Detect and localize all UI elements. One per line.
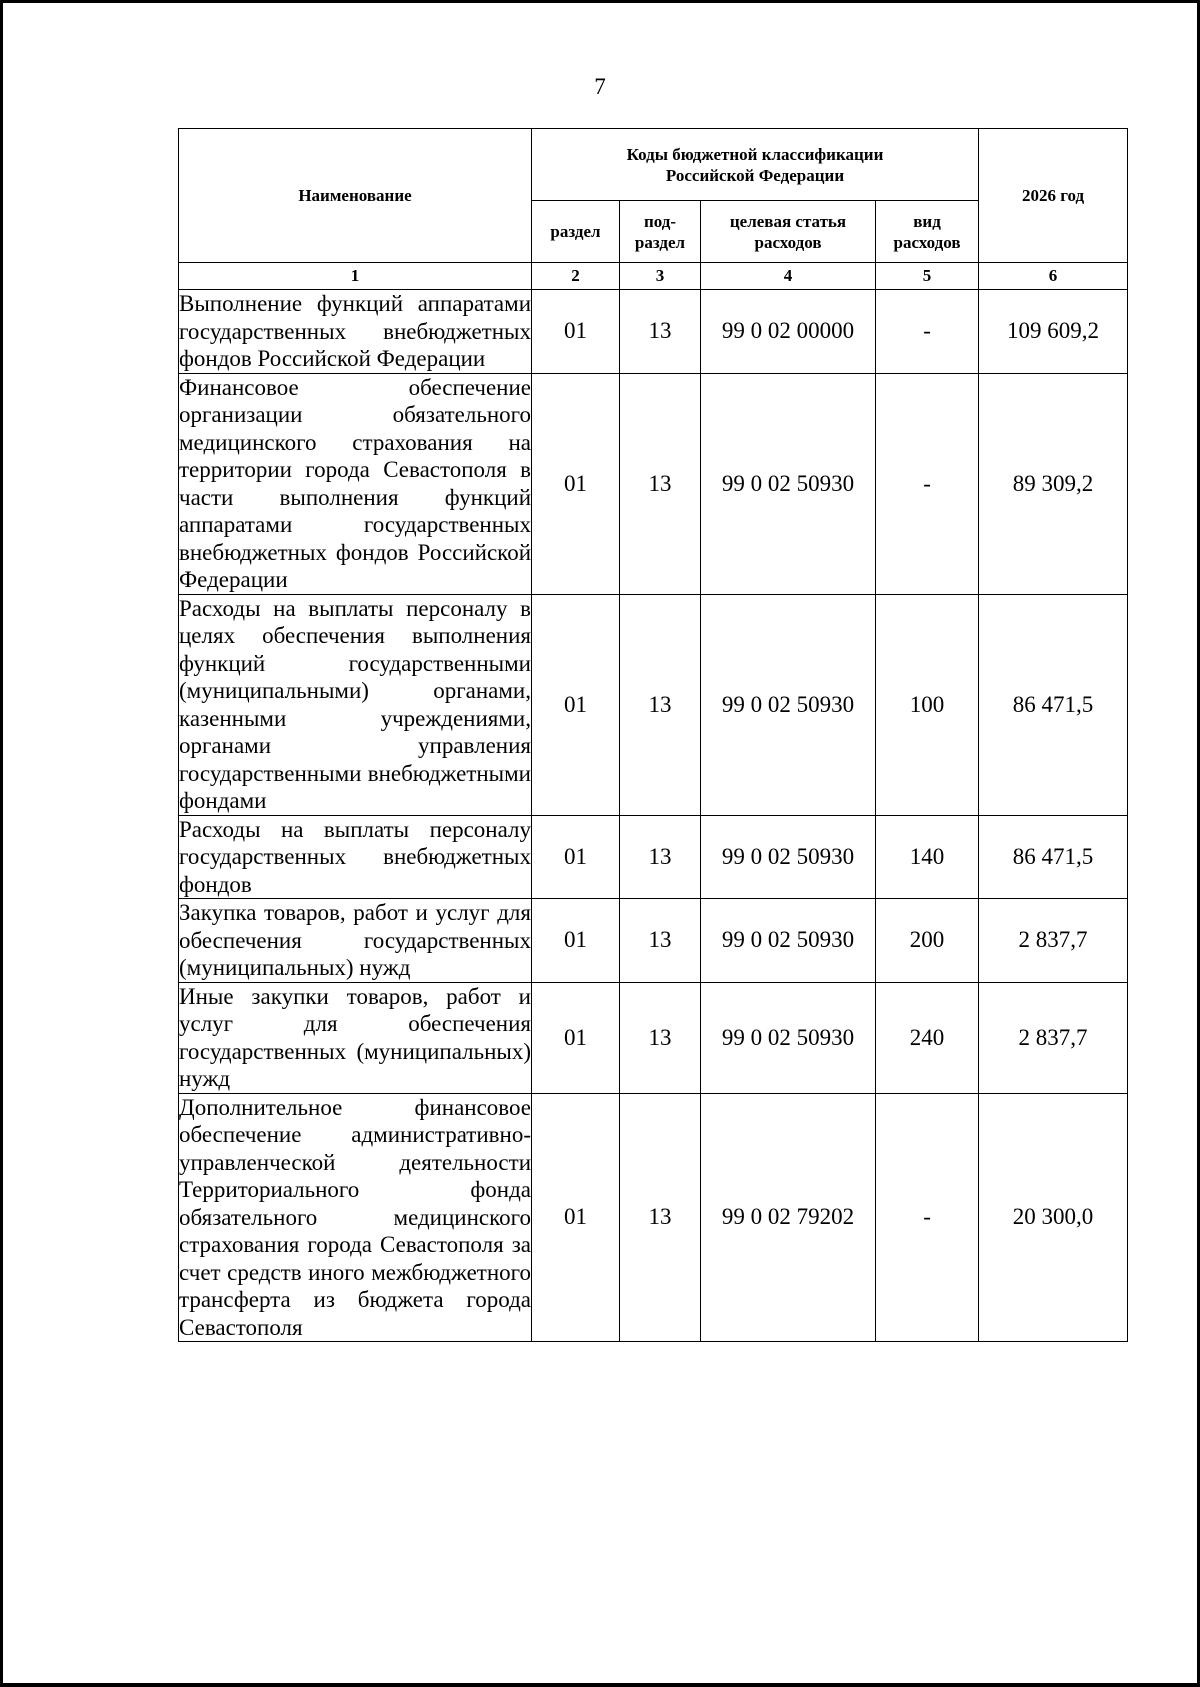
table-row	[179, 899, 1128, 983]
column-number-row	[179, 263, 1128, 290]
row-target: 99 0 02 79202	[701, 1093, 876, 1342]
row-target: 99 0 02 50930	[701, 899, 876, 983]
page-border-bottom	[0, 1683, 1200, 1687]
row-amount: 89 309,2	[979, 373, 1128, 594]
column-number: 6	[979, 263, 1128, 290]
row-type: -	[876, 1093, 979, 1342]
budget-table	[178, 128, 1128, 1342]
row-target: 99 0 02 00000	[701, 290, 876, 374]
row-section: 01	[532, 982, 620, 1093]
row-section: 01	[532, 373, 620, 594]
row-name: Закупка товаров, работ и услуг для обеспечения государственных (муниципальных) нужд	[179, 900, 531, 980]
header-expense-type: вид расходов	[876, 201, 979, 263]
row-type: 140	[876, 815, 979, 899]
page-border-top	[0, 0, 1200, 3]
row-target: 99 0 02 50930	[701, 815, 876, 899]
column-number: 5	[876, 263, 979, 290]
table-row	[179, 594, 1128, 815]
header-name: Наименование	[179, 129, 532, 263]
header-section: раздел	[532, 201, 620, 263]
row-subsection: 13	[620, 982, 701, 1093]
row-section: 01	[532, 815, 620, 899]
row-target: 99 0 02 50930	[701, 594, 876, 815]
page-number: 7	[594, 74, 606, 99]
row-name: Финансовое обеспечение организации обязательного медицинского страхования на территории города Севастополя в части выполнения функций аппаратами государственных внебюджетных фондов Российской Федерации	[179, 374, 531, 592]
row-subsection: 13	[620, 290, 701, 374]
row-subsection: 13	[620, 373, 701, 594]
row-amount: 2 837,7	[979, 982, 1128, 1093]
row-name: Расходы на выплаты персоналу государственных внебюджетных фондов	[179, 816, 531, 897]
row-name: Выполнение функций аппаратами государственных внебюджетных фондов Российской Федерации	[179, 291, 531, 371]
table-row	[179, 815, 1128, 899]
row-target: 99 0 02 50930	[701, 982, 876, 1093]
row-type: 200	[876, 899, 979, 983]
row-section: 01	[532, 290, 620, 374]
header-subsection: под-раздел	[620, 201, 701, 263]
header-target-article: целевая статья расходов	[701, 201, 876, 263]
row-name: Расходы на выплаты персоналу в целях обеспечения выполнения функций государственными (муниципальными) органами, казенными учреждениями, органами управления государственными внебюджетными фондами	[179, 595, 531, 813]
row-section: 01	[532, 899, 620, 983]
row-type: 100	[876, 594, 979, 815]
column-number: 1	[179, 263, 532, 290]
row-section: 01	[532, 1093, 620, 1342]
column-number: 4	[701, 263, 876, 290]
row-amount: 20 300,0	[979, 1093, 1128, 1342]
row-subsection: 13	[620, 899, 701, 983]
row-type: -	[876, 373, 979, 594]
row-section: 01	[532, 594, 620, 815]
row-amount: 86 471,5	[979, 815, 1128, 899]
row-amount: 2 837,7	[979, 899, 1128, 983]
row-subsection: 13	[620, 1093, 701, 1342]
row-amount: 86 471,5	[979, 594, 1128, 815]
column-number: 3	[620, 263, 701, 290]
header-year: 2026 год	[979, 129, 1128, 263]
row-subsection: 13	[620, 815, 701, 899]
row-type: 240	[876, 982, 979, 1093]
table-row	[179, 1093, 1128, 1342]
table-row	[179, 290, 1128, 374]
table-row	[179, 373, 1128, 594]
column-number: 2	[532, 263, 620, 290]
page-border-left	[0, 0, 3, 1687]
row-amount: 109 609,2	[979, 290, 1128, 374]
row-target: 99 0 02 50930	[701, 373, 876, 594]
header-codes-group: Коды бюджетной классификации Российской Федерации	[532, 129, 979, 201]
row-subsection: 13	[620, 594, 701, 815]
row-name: Иные закупки товаров, работ и услуг для обеспечения государственных (муниципальных) нужд	[179, 983, 531, 1091]
row-type: -	[876, 290, 979, 374]
table-row	[179, 982, 1128, 1093]
row-name: Дополнительное финансовое обеспечение административно-управленческой деятельности Территориального фонда обязательного медицинского страхования города Севастополя за счет средств иного межбюджетного трансферта из бюджета города Севастополя	[179, 1094, 531, 1340]
